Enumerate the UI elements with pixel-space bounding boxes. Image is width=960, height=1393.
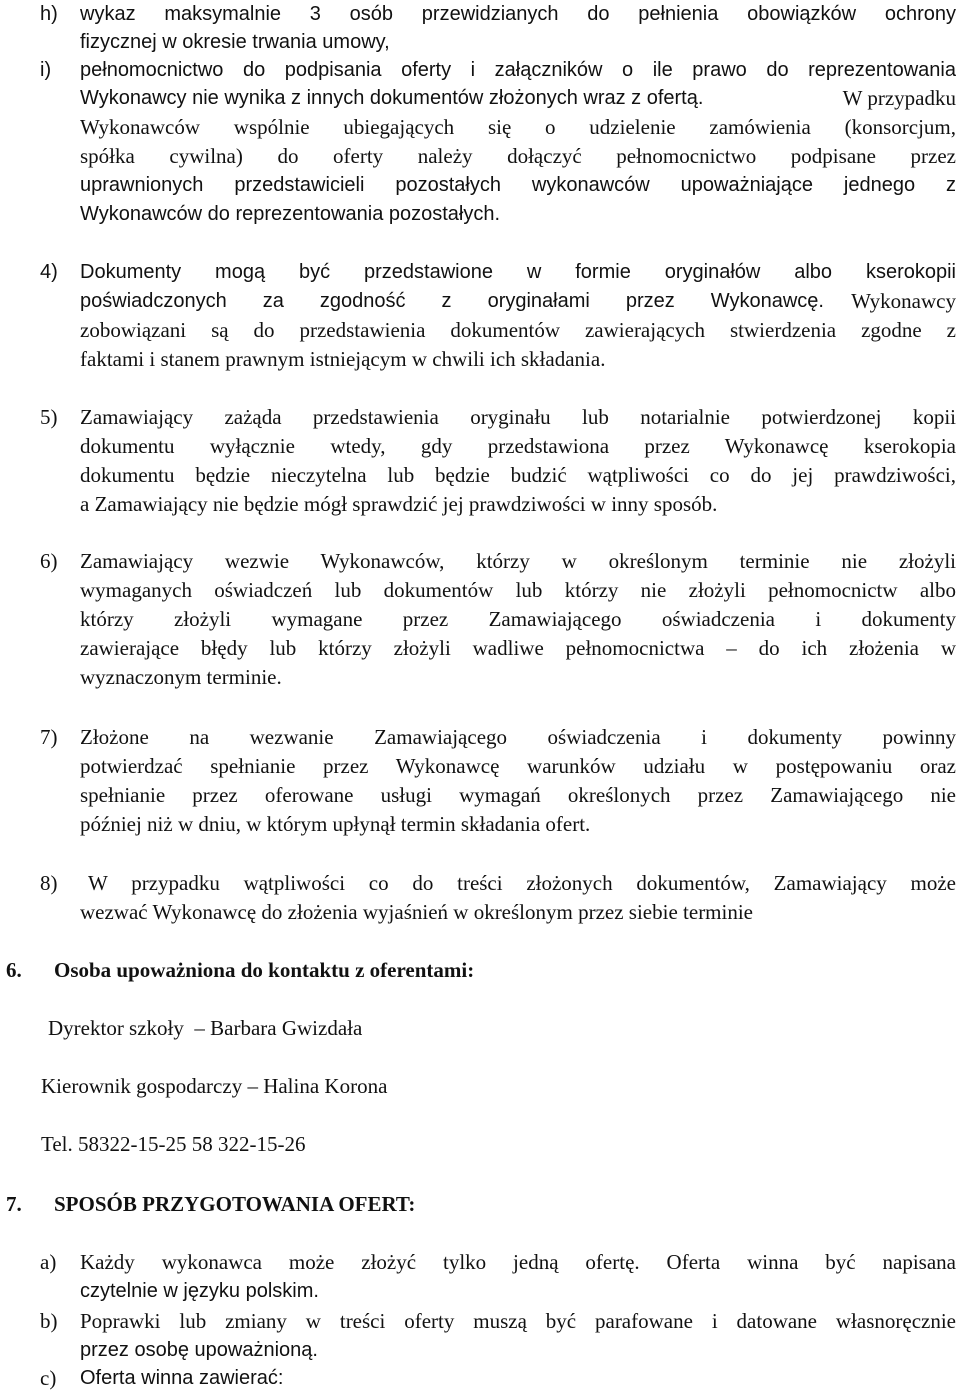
text-line: wyznaczonym terminie.: [80, 665, 282, 689]
text-line: spółka cywilna) do oferty należy dołączyć pełnomocnictwo podpisane przez: [80, 144, 956, 168]
section-title: Osoba upoważniona do kontaktu z oferentami:: [54, 958, 475, 982]
list-marker: 7): [40, 725, 58, 749]
text-line: Każdy wykonawca może złożyć tylko jedną ofertę. Oferta winna być napisana: [80, 1250, 956, 1274]
text-line: później niż w dniu, w którym upłynął termin składania ofert.: [80, 812, 591, 836]
list-item-i: [0, 56, 960, 231]
point-8: [0, 869, 960, 929]
text-line: Zamawiający wezwie Wykonawców, którzy w określonym terminie nie złożyli: [80, 549, 956, 573]
text-line: czytelnie w języku polskim.: [80, 1280, 319, 1302]
text-line: dokumentu będzie nieczytelna lub będzie budzić wątpliwości co do jej prawdziwości,: [80, 463, 956, 487]
point-7: [0, 723, 960, 843]
text-run: W przypadku: [842, 86, 956, 110]
list-marker: 4): [40, 261, 58, 283]
text-line: spełnianie przez oferowane usługi wymagań określonych przez Zamawiającego nie: [80, 783, 956, 807]
text-line: Dokumenty mogą być przedstawione w formie oryginałów albo kserokopii: [80, 261, 956, 283]
point-4: [0, 258, 960, 374]
text-line: Poprawki lub zmiany w treści oferty muszą być parafowane i datowane własnoręcznie: [80, 1309, 956, 1333]
section-number: 6.: [6, 958, 22, 982]
section-6: [0, 956, 960, 1166]
list-marker: 8): [40, 871, 58, 895]
text-line: przez osobę upoważnioną.: [80, 1339, 318, 1361]
text-line: wymaganych oświadczeń lub dokumentów lub którzy nie złożyli pełnomocnictw albo: [80, 578, 956, 602]
text-line: Wykonawców wspólnie ubiegających się o udzielenie zamówienia (konsorcjum,: [80, 115, 956, 139]
list-item-h: [0, 0, 960, 60]
text-line: którzy złożyli wymagane przez Zamawiającego oświadczenia i dokumenty: [80, 607, 956, 631]
text-run: Wykonawcy: [851, 289, 956, 313]
text-line: faktami i stanem prawnym istniejącym w chwili ich składania.: [80, 347, 606, 371]
point-6: [0, 547, 960, 697]
text-line: a Zamawiający nie będzie mógł sprawdzić jej prawdziwości w inny sposób.: [80, 492, 718, 516]
text-line: [80, 287, 956, 316]
list-marker: b): [40, 1309, 58, 1333]
list-marker: h): [40, 3, 58, 25]
text-line: Wykonawców do reprezentowania pozostałych.: [80, 203, 501, 225]
list-marker: a): [40, 1250, 57, 1274]
contact-director: Dyrektor szkoły – Barbara Gwizdała: [48, 1016, 363, 1040]
point-5: [0, 403, 960, 523]
contact-manager: Kierownik gospodarczy – Halina Korona: [41, 1074, 388, 1098]
section-7: [0, 1190, 960, 1392]
text-line: wykaz maksymalnie 3 osób przewidzianych do pełnienia obowiązków ochrony: [80, 3, 956, 25]
text-line: Oferta winna zawierać:: [80, 1367, 284, 1389]
text-line: uprawnionych przedstawicieli pozostałych wykonawców upoważniające jednego z: [80, 174, 956, 196]
text-line: zawierające błędy lub którzy złożyli wadliwe pełnomocnictwa – do ich złożenia w: [80, 636, 956, 660]
list-marker: 5): [40, 405, 58, 429]
contact-phone: Tel. 58322-15-25 58 322-15-26: [41, 1132, 306, 1156]
list-marker: i): [40, 59, 52, 81]
list-marker: 6): [40, 549, 58, 573]
text-line: pełnomocnictwo do podpisania oferty i załączników o ile prawo do reprezentowania: [80, 59, 956, 81]
text-line: W przypadku wątpliwości co do treści złożonych dokumentów, Zamawiający może: [88, 871, 956, 895]
text-line: [80, 84, 956, 112]
text-run: Wykonawcy nie wynika z innych dokumentów złożonych wraz z ofertą.: [80, 87, 704, 109]
text-line: dokumentu wyłącznie wtedy, gdy przedstawiona przez Wykonawcę kserokopia: [80, 434, 956, 458]
text-line: wezwać Wykonawcę do złożenia wyjaśnień w określonym przez siebie terminie: [80, 900, 754, 924]
text-line: Zamawiający zażąda przedstawienia oryginału lub notarialnie potwierdzonej kopii: [80, 405, 956, 429]
text-line: potwierdzać spełnianie przez Wykonawcę warunków udziału w postępowaniu oraz: [80, 754, 956, 778]
text-line: Złożone na wezwanie Zamawiającego oświadczenia i dokumenty powinny: [80, 725, 956, 749]
section-number: 7.: [6, 1192, 22, 1216]
text-line: zobowiązani są do przedstawienia dokumentów zawierających stwierdzenia zgodne z: [80, 318, 956, 342]
text-line: fizycznej w okresie trwania umowy,: [80, 31, 390, 53]
text-run: poświadczonych za zgodność z oryginałami przez Wykonawcę.: [80, 290, 824, 312]
section-title: SPOSÓB PRZYGOTOWANIA OFERT:: [54, 1192, 416, 1216]
list-marker: c): [40, 1366, 57, 1390]
